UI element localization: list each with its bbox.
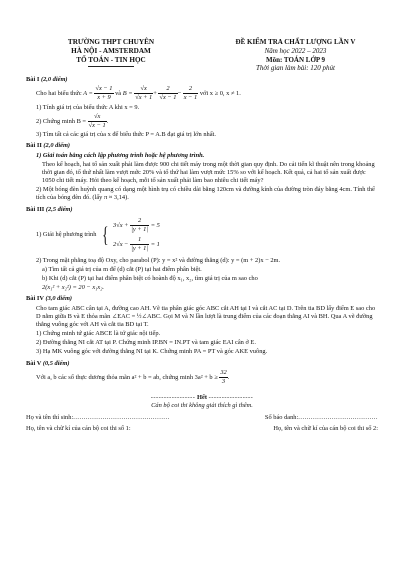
q4-heading: Bài IV (3,0 điểm) [26, 295, 73, 303]
q3-part2a: a) Tìm tất cả giá trị của m để (d) cắt (P) tại hai điểm phân biệt. [42, 265, 202, 273]
school-year: Năm học 2022 – 2023 [264, 46, 327, 55]
q3-system [36, 217, 378, 254]
brace-glyph: { [102, 222, 109, 248]
proctor-line: Họ, tên và chữ kí của cán bộ coi thi số 1: Họ, tên và chữ kí của cán bộ coi thi số 2: [26, 424, 378, 432]
duration: Thời gian làm bài: 120 phút [256, 64, 335, 73]
q1-heading: Bài I (2,0 điểm) [26, 76, 68, 83]
q1-part3: 3) Tìm tất cả các giá trị của x để biểu thức P = A.B đạt giá trị lớn nhất. [36, 131, 216, 139]
q4-part2: 2) Đường thẳng NI cắt AT tại P. Chứng minh IP.BN = IN.PT và tam giác EAI cân ở E. [36, 339, 256, 347]
q3-part1-label: 1) Giải hệ phương trình [36, 231, 97, 239]
q4-part3: 3) Hạ MK vuông góc với đường thẳng NI tại K. Chứng minh PA = PT và góc AKE vuông. [36, 348, 268, 356]
q2-part1-text: Theo kế hoạch, hai tổ sản xuất phải làm được 900 chi tiết máy trong một thời gian quy định. Do cải tiến kĩ thuật nên trong khoảng thời gian đó, tổ thứ nhất làm vượt mức 20% và tổ thứ hai làm vượt mức 15% so với kế hoạch. Kết quả, cả hai tổ sản xuất được 1050 chi tiết máy. Hỏi theo kế hoạch, mỗi tổ sản xuất phải làm bao nhiêu chi tiết máy? [42, 160, 375, 185]
school-name: TRƯỜNG THPT CHUYÊN [67, 38, 155, 46]
q2-heading: Bài II (2,0 điểm) [26, 142, 71, 150]
q1-intro: Cho hai biểu thức A = $\frac{√x - 1}{x + 9}$ và B = $\frac{√x}{√x + 1}$ + $\frac{2}{√x - 1}$ − $\frac{2}{x - 1}$ với x ≥ 0, x ≠ 1. [36, 85, 241, 102]
school-name-2: HÀ NỘI - AMSTERDAM [71, 47, 151, 55]
q3-part2: 2) Trong mặt phẳng toạ độ Oxy, cho parabol (P): y = x² và đường thẳng (d): y = (m + 2)x − 2m. [36, 256, 281, 264]
exam-title: ĐỀ KIỂM TRA CHẤT LƯỢNG LẦN V [235, 38, 356, 46]
subject: Môn: TOÁN LỚP 9 [265, 55, 326, 64]
proctor-note: Cán bộ coi thi không giải thích gì thêm. [151, 402, 253, 410]
q2-part2-text: 2) Một bóng đèn huỳnh quang có dạng một hình trụ có chiều dài bằng 120cm và đường kính của đường tròn đáy bằng 4cm. Tính thể tích của bóng đèn đó. (lấy π ≈ 3,14). [36, 186, 375, 202]
school-block [26, 38, 196, 73]
q1-part1: 1) Tính giá trị của biểu thức A khi x = 9. [36, 103, 140, 111]
q3-part2b-equation: 2(x₁² + x₂²) = 20 − x₁x₂. [42, 284, 105, 292]
q1-frac-b3: $\frac{2}{x - 1}$ [183, 85, 198, 102]
q5-text: Với a, b các số thực dương thỏa mãn a² + b = ab, chứng minh 3a² + b ≥ $\frac{32}{3}$ . [36, 368, 230, 385]
header-rule-left [88, 66, 134, 67]
exam-header [26, 38, 378, 73]
q1-frac-p2: $\frac{√x}{√x - 1}$ [88, 112, 106, 129]
q1-frac-b1: $\frac{√x}{√x + 1}$ [135, 85, 153, 102]
q3-heading: Bài III (2,5 điểm) [26, 205, 73, 213]
q2-part1-heading: 1) Giải toán bằng cách lập phương trình hoặc hệ phương trình. [36, 151, 205, 159]
q4-part1: 1) Chứng minh tứ giác ABCE là tứ giác nội tiếp. [36, 330, 161, 338]
q3-part2b: b) Khi (d) cắt (P) tại hai điểm phân biệt có hoành độ x₁, x₂, tìm giá trị của m sao cho [42, 274, 258, 282]
equation-1: 3√x + $\frac{2}{|y + 1|}$ = 5 [113, 216, 160, 233]
exam-footer [26, 394, 378, 433]
department: TỔ TOÁN - TIN HỌC [76, 56, 146, 64]
q1-part2: 2) Chứng minh B = $\frac{√x}{√x - 1}$ . [36, 112, 109, 129]
equation-system [113, 217, 160, 254]
candidate-line: Họ và tên thí sinh:.............................................. Số báo danh:...................................... [26, 413, 378, 421]
exam-info-block [213, 38, 378, 73]
q5-heading: Bài V (0,5 điểm) [26, 359, 70, 367]
q1-frac-b2: $\frac{2}{√x - 1}$ [159, 85, 177, 102]
end-marker: ----------------- Hết ----------------- [150, 394, 254, 402]
q1-frac-a: $\frac{√x - 1}{x + 9}$ [95, 85, 113, 102]
equation-2: 2√x − $\frac{1}{|y + 1|}$ = 1 [113, 236, 160, 253]
q4-text: Cho tam giác ABC cân tại A, đường cao AH. Vẽ tia phân giác góc ABC cắt AH tại I và cắt AC tại D. Trên tia BD lấy điểm E sao cho D nằm giữa B và E thỏa mãn ∠EAC = ½∠ABC. Gọi M và N lần lượt là trung điểm của các đoạn thẳng AI và BH. Qua A vẽ đường thẳng vuông góc với AH và cắt tia BD tại T. [36, 304, 376, 328]
